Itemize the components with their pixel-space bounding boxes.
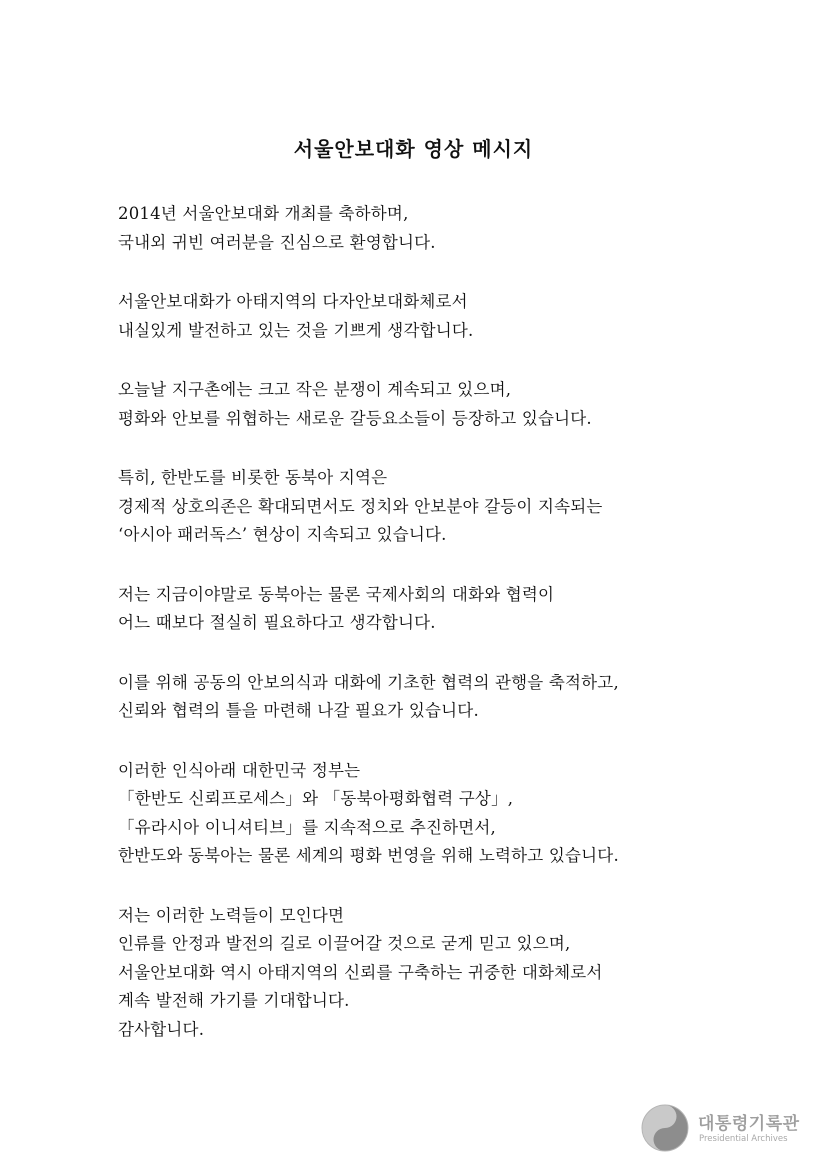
- text-line: 「유라시아 이니셔티브」를 지속적으로 추진하면서,: [118, 817, 496, 837]
- text-line: 「한반도 신뢰프로세스」와 「동북아평화협력 구상」,: [118, 789, 514, 808]
- archive-name-english: Presidential Archives: [699, 1134, 788, 1144]
- paragraph: [118, 757, 778, 871]
- paragraph: [118, 200, 778, 257]
- text-line: 서울안보대화가 아태지역의 다자안보대화체로서: [118, 292, 468, 311]
- message-body: [118, 200, 778, 1075]
- text-line: 저는 이러한 노력들이 모인다면: [118, 905, 345, 925]
- text-line: 저는 지금이야말로 동북아는 물론 국제사회의 대화와 협력이: [118, 584, 555, 604]
- archive-watermark: [640, 1103, 810, 1153]
- text-line: 서울안보대화 역시 아태지역의 신뢰를 구축하는 귀중한 대화체로서: [118, 962, 603, 982]
- text-line: ‘아시아 패러독스’ 현상이 지속되고 있습니다.: [118, 525, 447, 544]
- text-line: 어느 때보다 절실히 필요하다고 생각합니다.: [118, 613, 436, 632]
- text-line: 인류를 안정과 발전의 길로 이끌어갈 것으로 굳게 믿고 있으며,: [118, 934, 571, 953]
- page-title: 서울안보대화 영상 메시지: [293, 137, 534, 161]
- paragraph: [118, 464, 778, 550]
- paragraph: [118, 902, 778, 1045]
- text-line: 평화와 안보를 위협하는 새로운 갈등요소들이 등장하고 있습니다.: [118, 408, 592, 428]
- text-line: 2014년 서울안보대화 개최를 축하하며,: [118, 204, 409, 223]
- paragraph: [118, 376, 778, 433]
- text-line: 오늘날 지구촌에는 크고 작은 분쟁이 계속되고 있으며,: [118, 380, 512, 399]
- paragraph: [118, 669, 778, 726]
- archive-name-korean: 대통령기록관: [698, 1114, 800, 1134]
- text-line: 경제적 상호의존은 확대되면서도 정치와 안보분야 갈등이 지속되는: [118, 496, 603, 516]
- paragraph: [118, 581, 778, 638]
- taegeuk-emblem-icon: [640, 1103, 690, 1153]
- paragraph: [118, 288, 778, 345]
- text-line: 특히, 한반도를 비롯한 동북아 지역은: [118, 468, 388, 487]
- text-line: 계속 발전해 가기를 기대합니다.: [118, 991, 350, 1010]
- text-line: 국내외 귀빈 여러분을 진심으로 환영합니다.: [118, 232, 436, 252]
- text-line: 신뢰와 협력의 틀을 마련해 나갈 필요가 있습니다.: [118, 701, 479, 720]
- text-line: 한반도와 동북아는 물론 세계의 평화 번영을 위해 노력하고 있습니다.: [118, 846, 619, 865]
- text-line: 감사합니다.: [118, 1019, 205, 1039]
- text-line: 이러한 인식아래 대한민국 정부는: [118, 760, 361, 780]
- text-line: 이를 위해 공동의 안보의식과 대화에 기초한 협력의 관행을 축적하고,: [118, 672, 619, 692]
- text-line: 내실있게 발전하고 있는 것을 기쁘게 생각합니다.: [118, 320, 474, 340]
